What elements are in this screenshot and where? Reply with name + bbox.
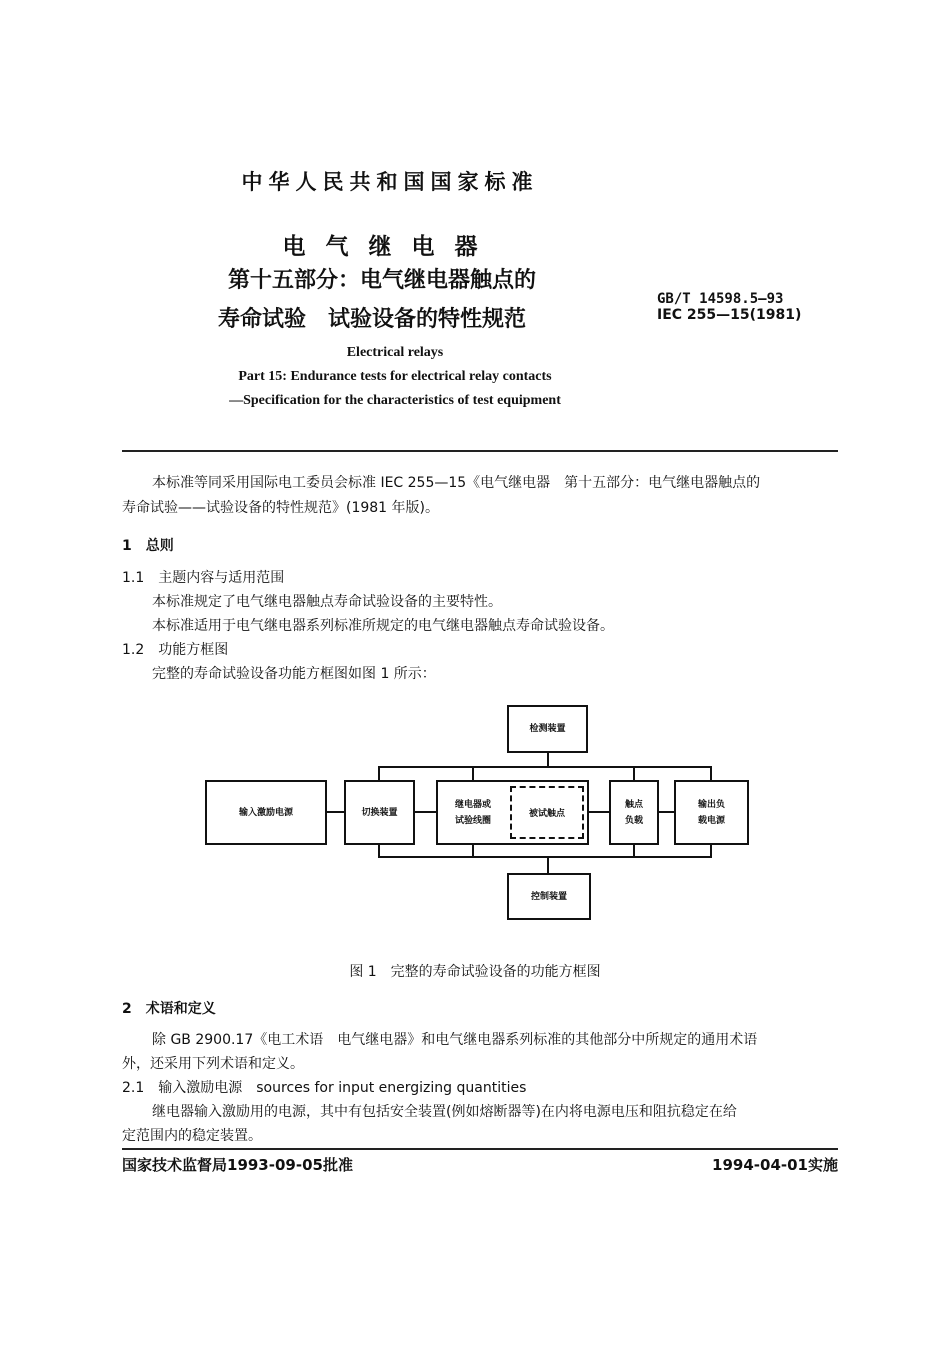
section-2-para-line-2: 外，还采用下列术语和定义。 (122, 1056, 304, 1072)
line-top-load (633, 766, 635, 780)
section-1-heading: 1 总则 (122, 538, 174, 554)
output-source-label-1: 输出负 (697, 799, 725, 810)
tested-contact-box (510, 786, 584, 839)
detect-device-label: 检测装置 (529, 724, 566, 734)
line-input-switch (326, 811, 344, 813)
iec-code: IEC 255—15(1981) (657, 307, 802, 323)
section-2-1-heading: 2.1 输入激励电源 sources for input energizing quantities (122, 1080, 527, 1096)
english-title-1: Electrical relays (346, 345, 444, 360)
national-standard-heading: 中华人民共和国国家标准 (241, 170, 539, 194)
section-1-1-heading: 1.1 主题内容与适用范围 (122, 570, 285, 586)
line-switch-relay (414, 811, 436, 813)
contact-load-box (609, 780, 659, 845)
control-device-label: 控制装置 (530, 891, 567, 902)
implementation-date: 1994-04-01实施 (712, 1156, 838, 1174)
gb-code: GB/T 14598.5—93 (657, 291, 784, 307)
english-title-3: —Specification for the characteristics of test equipment (229, 393, 561, 408)
switch-device-label: 切换装置 (361, 807, 398, 818)
input-source-box (205, 780, 327, 845)
output-source-label-2: 载电源 (697, 815, 725, 826)
title-line-2: 第十五部分：电气继电器触点的 (228, 268, 537, 293)
switch-device-box (344, 780, 415, 845)
english-title-2: Part 15: Endurance tests for electrical relay contacts (238, 369, 552, 384)
intro-line-1: 本标准等同采用国际电工委员会标准 IEC 255—15《电气继电器 第十五部分：电气继电器触点的 (152, 475, 761, 491)
line-top-bus (378, 766, 712, 768)
section-2-heading: 2 术语和定义 (122, 1001, 216, 1017)
control-device-box (507, 873, 591, 920)
contact-load-label-1: 触点 (624, 799, 643, 810)
intro-line-2: 寿命试验——试验设备的特性规范》(1981 年版)。 (122, 500, 440, 516)
line-load-output (658, 811, 674, 813)
section-1-2-heading: 1.2 功能方框图 (122, 642, 229, 658)
line-top-switch (378, 766, 380, 780)
title-line-1: 电气继电器 (282, 234, 498, 260)
tested-contact-label: 被试触点 (528, 809, 565, 819)
detect-device-box (507, 705, 588, 753)
line-bottom-bus (378, 856, 712, 858)
section-2-1-para-line-2: 定范围内的稳定装置。 (122, 1128, 262, 1144)
contact-load-label-2: 负载 (624, 815, 643, 826)
approval-date: 国家技术监督局1993-09-05批准 (122, 1156, 353, 1174)
output-source-box (674, 780, 749, 845)
input-source-label: 输入激励电源 (238, 807, 293, 818)
relay-coil-label-1: 继电器或 (454, 799, 491, 810)
section-2-para-line-1: 除 GB 2900.17《电工术语 电气继电器》和电气继电器系列标准的其他部分中所规定的通用术语 (152, 1032, 758, 1048)
line-control-up (547, 856, 549, 874)
footer-rule (122, 1148, 838, 1150)
title-line-3: 寿命试验 试验设备的特性规范 (218, 307, 527, 332)
section-1-2-para: 完整的寿命试验设备功能方框图如图 1 所示： (152, 666, 436, 682)
figure-caption: 图 1 完整的寿命试验设备的功能方框图 (349, 964, 601, 980)
section-2-1-para-line-1: 继电器输入激励用的电源，其中有包括安全装置(例如熔断器等)在内将电源电压和阻抗稳定在给 (152, 1104, 737, 1120)
section-1-1-para-1: 本标准规定了电气继电器触点寿命试验设备的主要特性。 (152, 594, 502, 610)
line-contact-load (588, 811, 610, 813)
section-1-1-para-2: 本标准适用于电气继电器系列标准所规定的电气继电器触点寿命试验设备。 (152, 618, 614, 634)
line-detect-down (547, 751, 549, 767)
line-top-relay (472, 766, 474, 780)
line-top-output (710, 766, 712, 780)
relay-coil-label-2: 试验线圈 (454, 815, 491, 826)
